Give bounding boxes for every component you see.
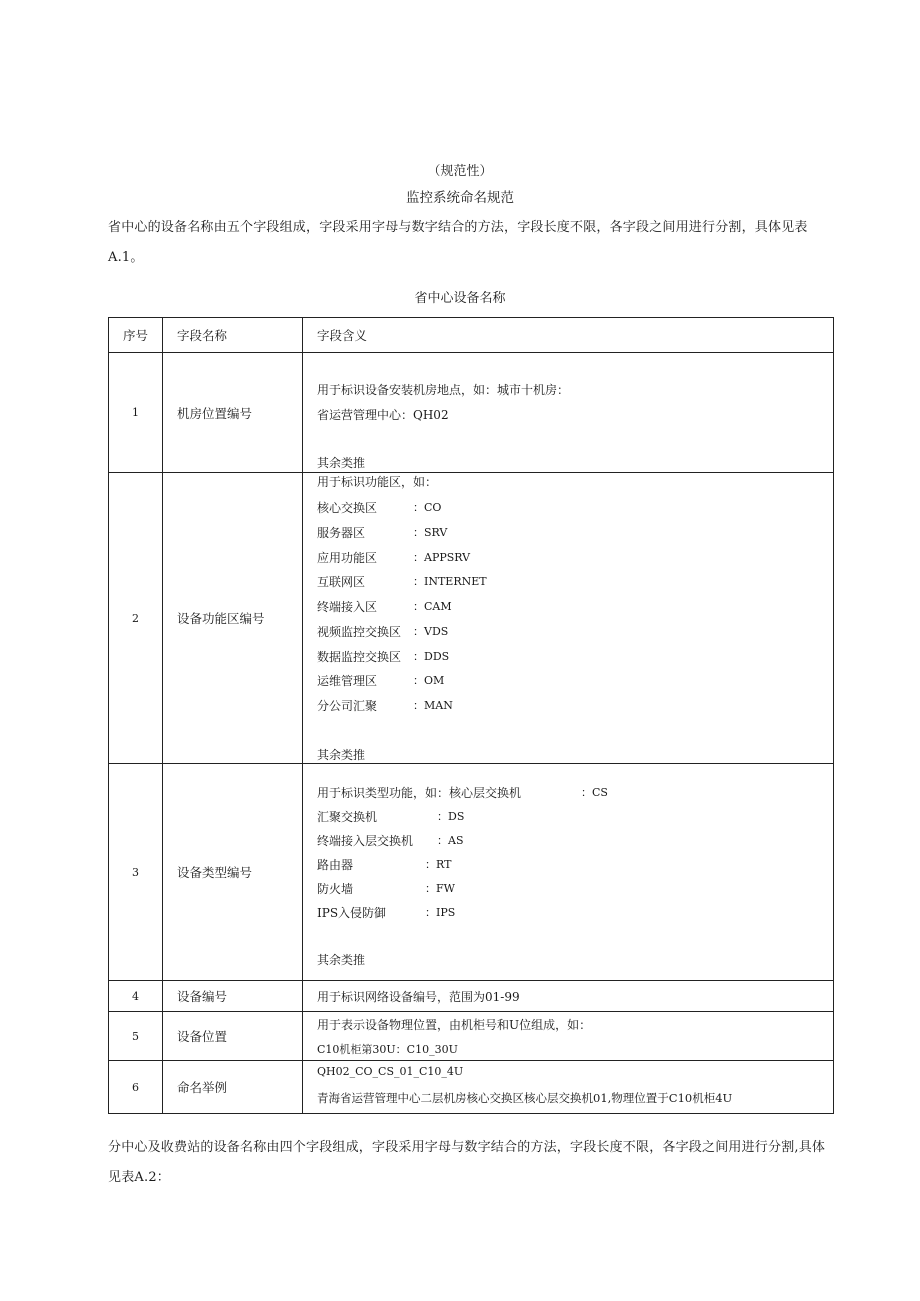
row-field-name: 机房位置编号 [163, 353, 303, 472]
appendix-subtitle: （规范性） [427, 164, 493, 179]
meaning-line: QH02_CO_CS_01_C10_4U [317, 1065, 464, 1078]
meaning-item: 分公司汇聚 ：MAN [317, 699, 453, 713]
meaning-item: 终端接入层交换机 ：AS [317, 834, 464, 848]
row-field-meaning [303, 473, 833, 763]
meaning-tail: 其余类推 [317, 748, 366, 762]
row-field-meaning [303, 1012, 833, 1060]
table-caption: 省中心设备名称 [414, 291, 506, 306]
row-field-name: 设备功能区编号 [163, 473, 303, 763]
row-field-name: 设备类型编号 [163, 764, 303, 980]
meaning-line: 青海省运营管理中心二层机房核心交换区核心层交换机01,物理位置于C10机柜4U [317, 1091, 733, 1105]
row-field-meaning [303, 981, 833, 1011]
table-row [109, 981, 833, 1012]
meaning-line: 用于标识网络设备编号，范围为01-99 [317, 989, 520, 1004]
row-field-meaning [303, 1061, 833, 1113]
device-naming-table [108, 317, 834, 1114]
intro-paragraph: 省中心的设备名称由五个字段组成，字段采用字母与数字结合的方法，字段长度不限，各字段之间用进行分割，具体见表A.1。 [108, 220, 808, 265]
row-no: 6 [109, 1061, 163, 1113]
meaning-line: 省运营管理中心：QH02 [317, 408, 449, 422]
row-field-meaning [303, 353, 833, 472]
meaning-intro: 用于标识类型功能，如：核心层交换机 ：CS [317, 786, 608, 800]
table-header-row [109, 318, 833, 353]
meaning-item: 互联网区 ：INTERNET [317, 575, 487, 589]
row-field-name: 设备位置 [163, 1012, 303, 1060]
meaning-tail: 其余类推 [317, 953, 366, 967]
meaning-line: 用于标识设备安装机房地点，如：城市十机房： [317, 383, 570, 397]
table-row [109, 764, 833, 981]
row-no: 1 [109, 353, 163, 472]
meaning-item: 防火墙 ：FW [317, 882, 455, 896]
row-field-name: 设备编号 [163, 981, 303, 1011]
table-row [109, 353, 833, 473]
meaning-intro: 用于标识功能区，如： [317, 475, 438, 489]
meaning-line: 用于表示设备物理位置，由机柜号和U位组成，如： [317, 1018, 592, 1032]
meaning-item: 核心交换区 ：CO [317, 501, 442, 515]
row-field-name: 命名举例 [163, 1061, 303, 1113]
meaning-item: 运维管理区 ：OM [317, 674, 445, 688]
page-title: 监控系统命名规范 [406, 190, 514, 206]
table-row [109, 1012, 833, 1061]
meaning-item: 路由器 ：RT [317, 858, 452, 872]
meaning-item: IPS入侵防御 ：IPS [317, 906, 456, 920]
row-no: 4 [109, 981, 163, 1011]
meaning-item: 视频监控交换区 ：VDS [317, 625, 449, 639]
outro-paragraph: 分中心及收费站的设备名称由四个字段组成，字段采用字母与数字结合的方法，字段长度不限，各字段之间用进行分割,具体见表A.2： [108, 1140, 826, 1185]
table-row [109, 473, 833, 764]
header-field-meaning: 字段含义 [317, 328, 368, 343]
meaning-item: 汇聚交换机 ：DS [317, 810, 465, 824]
meaning-item: 数据监控交换区 ：DDS [317, 650, 450, 664]
header-no: 序号 [109, 318, 163, 352]
meaning-tail: 其余类推 [317, 456, 366, 470]
row-no: 5 [109, 1012, 163, 1060]
meaning-item: 终端接入区 ：CAM [317, 600, 452, 614]
meaning-item: 服务器区 ：SRV [317, 526, 448, 540]
meaning-item: 应用功能区 ：APPSRV [317, 551, 471, 565]
meaning-line: C10机柜第30U：C10_30U [317, 1043, 458, 1056]
row-field-meaning [303, 764, 833, 980]
row-no: 3 [109, 764, 163, 980]
table-row [109, 1061, 833, 1113]
header-field-name: 字段名称 [163, 318, 303, 352]
row-no: 2 [109, 473, 163, 763]
